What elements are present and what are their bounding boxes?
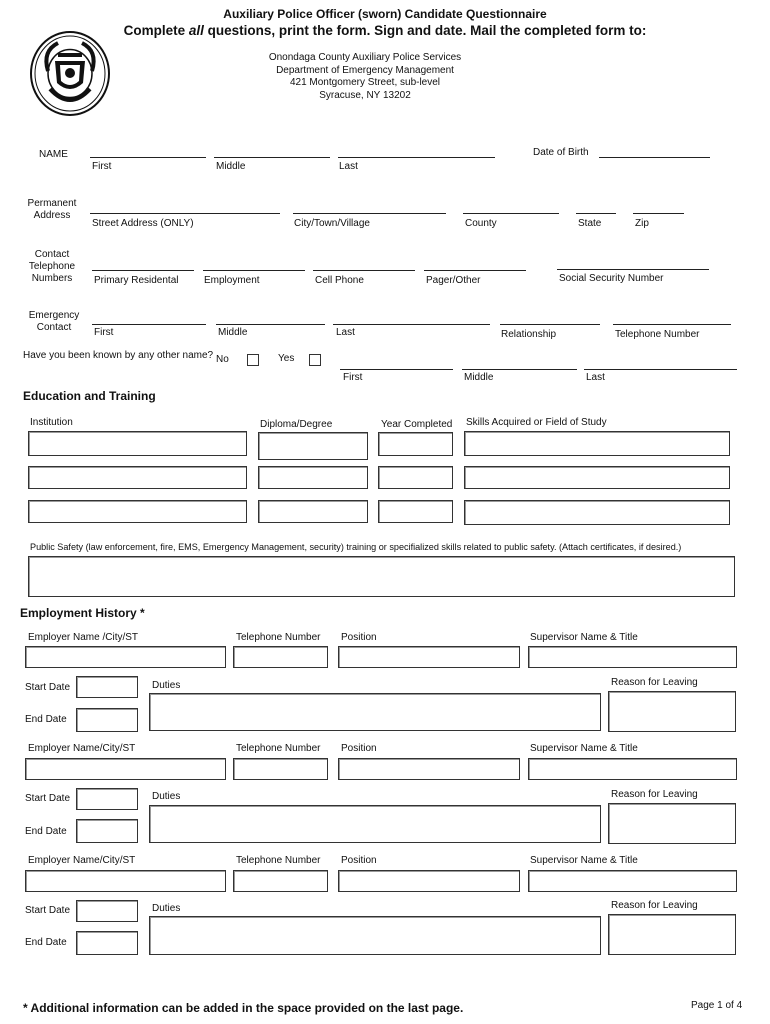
other-last-field[interactable] (584, 369, 737, 370)
position-header: Position (341, 743, 377, 754)
year-header: Year Completed (381, 419, 453, 430)
public-safety-input[interactable] (28, 556, 735, 597)
telephone-header: Telephone Number (236, 743, 321, 754)
skills-header: Skills Acquired or Field of Study (466, 417, 607, 428)
emergency-first-field[interactable] (92, 324, 206, 325)
relationship-caption: Relationship (501, 329, 557, 340)
other-first-caption: First (343, 372, 363, 383)
start-date-label: Start Date (25, 793, 71, 804)
pager-caption: Pager/Other (426, 275, 481, 286)
duties-label: Duties (152, 903, 181, 914)
end-date-label: End Date (25, 714, 67, 725)
start-date-label: Start Date (25, 682, 71, 693)
form-title: Auxiliary Police Officer (sworn) Candidate Questionnaire (223, 7, 547, 21)
zip-caption: Zip (635, 218, 649, 229)
employer-header: Employer Name/City/ST (28, 855, 136, 866)
reason-label: Reason for Leaving (611, 789, 698, 800)
relationship-field[interactable] (500, 324, 600, 325)
duties-label: Duties (152, 791, 181, 802)
last-caption: Last (339, 161, 358, 172)
end-date-label: End Date (25, 826, 67, 837)
other-middle-caption: Middle (464, 372, 494, 383)
position-header: Position (341, 632, 377, 643)
emergency-middle-field[interactable] (216, 324, 325, 325)
employment-caption: Employment (204, 275, 260, 286)
skills-input[interactable] (464, 431, 730, 456)
middle-name-field[interactable] (214, 157, 330, 158)
last-name-field[interactable] (338, 157, 495, 158)
end-date-input[interactable] (76, 819, 138, 843)
employment-heading: Employment History * (20, 606, 145, 620)
start-date-input[interactable] (76, 788, 138, 810)
duties-input[interactable] (149, 805, 601, 843)
telephone-header: Telephone Number (236, 632, 321, 643)
end-date-label: End Date (25, 937, 67, 948)
city-field[interactable] (293, 213, 446, 214)
other-middle-field[interactable] (462, 369, 577, 370)
start-date-input[interactable] (76, 900, 138, 922)
diploma-input[interactable] (258, 432, 368, 460)
duties-input[interactable] (149, 916, 601, 955)
duties-input[interactable] (149, 693, 601, 731)
reason-input[interactable] (608, 914, 736, 955)
emergency-label: Emergency (28, 310, 80, 321)
telephone-input[interactable] (233, 646, 328, 668)
employer-input[interactable] (25, 646, 226, 668)
diploma-header: Diploma/Degree (260, 419, 333, 430)
city-caption: City/Town/Village (294, 218, 370, 229)
ssn-field[interactable] (557, 269, 709, 270)
reason-label: Reason for Leaving (611, 900, 698, 911)
public-safety-label: Public Safety (law enforcement, fire, EMS, Emergency Management, security) training or specifialized skills related to public safety. (Attach certificates, if desired.) (30, 542, 682, 552)
page-number: Page 1 of 4 (691, 1000, 743, 1011)
employer-header: Employer Name/City/ST (28, 743, 136, 754)
dob-field[interactable] (599, 157, 710, 158)
supervisor-header: Supervisor Name & Title (530, 855, 638, 866)
institution-input[interactable] (28, 466, 247, 489)
end-date-input[interactable] (76, 931, 138, 955)
institution-header: Institution (30, 417, 73, 428)
education-heading: Education and Training (23, 389, 156, 403)
county-caption: County (465, 218, 497, 229)
position-header: Position (341, 855, 377, 866)
telephone-input[interactable] (233, 870, 328, 892)
first-name-field[interactable] (90, 157, 206, 158)
emergency-middle-caption: Middle (218, 327, 248, 338)
emergency-phone-caption: Telephone Number (615, 329, 700, 340)
mail-address-line: Onondaga County Auxiliary Police Services (268, 52, 462, 63)
reason-input[interactable] (608, 691, 736, 732)
position-input[interactable] (338, 646, 520, 668)
reason-label: Reason for Leaving (611, 677, 698, 688)
emergency-first-caption: First (94, 327, 114, 338)
phone-label: Numbers (31, 273, 73, 284)
yes-label: Yes (278, 353, 295, 364)
phone-label: Contact (34, 249, 70, 260)
supervisor-input[interactable] (528, 870, 737, 892)
street-field[interactable] (90, 213, 280, 214)
supervisor-header: Supervisor Name & Title (530, 743, 638, 754)
year-input[interactable] (378, 500, 453, 523)
cell-caption: Cell Phone (315, 275, 364, 286)
residential-caption: Primary Residental (94, 275, 179, 286)
employer-input[interactable] (25, 870, 226, 892)
other-last-caption: Last (586, 372, 605, 383)
employer-header: Employer Name /City/ST (28, 632, 139, 643)
other-name-question: Have you been known by any other name? (23, 350, 214, 361)
mail-address-line: 421 Montgomery Street, sub-level (289, 77, 441, 88)
pager-field[interactable] (424, 270, 526, 271)
emergency-last-caption: Last (336, 327, 355, 338)
reason-input[interactable] (608, 803, 736, 844)
duties-label: Duties (152, 680, 181, 691)
emergency-phone-field[interactable] (613, 324, 731, 325)
employer-input[interactable] (25, 758, 226, 780)
other-first-field[interactable] (340, 369, 453, 370)
ssn-caption: Social Security Number (559, 273, 664, 284)
start-date-input[interactable] (76, 676, 138, 698)
emergency-label: Contact (36, 322, 72, 333)
address-label: Address (33, 210, 71, 221)
county-seal (30, 31, 110, 116)
no-label: No (216, 354, 229, 365)
position-input[interactable] (338, 870, 520, 892)
mail-address-line: Department of Emergency Management (276, 65, 454, 76)
address-label: Permanent (27, 198, 77, 209)
middle-caption: Middle (216, 161, 246, 172)
form-instruction: Complete all questions, print the form. Sign and date. Mail the completed form to: (123, 23, 647, 38)
skills-input[interactable] (464, 466, 730, 489)
end-date-input[interactable] (76, 708, 138, 732)
no-checkbox[interactable] (247, 354, 259, 366)
residential-phone-field[interactable] (92, 270, 194, 271)
phone-label: Telephone (28, 261, 76, 272)
telephone-input[interactable] (233, 758, 328, 780)
start-date-label: Start Date (25, 905, 71, 916)
supervisor-input[interactable] (528, 646, 737, 668)
state-caption: State (578, 218, 602, 229)
skills-input[interactable] (464, 500, 730, 525)
diploma-input[interactable] (258, 500, 368, 523)
emergency-last-field[interactable] (333, 324, 490, 325)
name-label: NAME (39, 149, 68, 160)
supervisor-input[interactable] (528, 758, 737, 780)
institution-input[interactable] (28, 431, 247, 456)
county-field[interactable] (463, 213, 559, 214)
institution-input[interactable] (28, 500, 247, 523)
employment-phone-field[interactable] (203, 270, 305, 271)
year-input[interactable] (378, 432, 453, 456)
zip-field[interactable] (633, 213, 684, 214)
supervisor-header: Supervisor Name & Title (530, 632, 638, 643)
diploma-input[interactable] (258, 466, 368, 489)
cell-phone-field[interactable] (313, 270, 415, 271)
position-input[interactable] (338, 758, 520, 780)
yes-checkbox[interactable] (309, 354, 321, 366)
telephone-header: Telephone Number (236, 855, 321, 866)
street-caption: Street Address (ONLY) (92, 218, 194, 229)
footer-note: * Additional information can be added in the space provided on the last page. (23, 1001, 464, 1015)
mail-address-line: Syracuse, NY 13202 (319, 90, 411, 101)
year-input[interactable] (378, 466, 453, 489)
first-caption: First (92, 161, 112, 172)
state-field[interactable] (576, 213, 616, 214)
dob-label: Date of Birth (533, 147, 589, 158)
